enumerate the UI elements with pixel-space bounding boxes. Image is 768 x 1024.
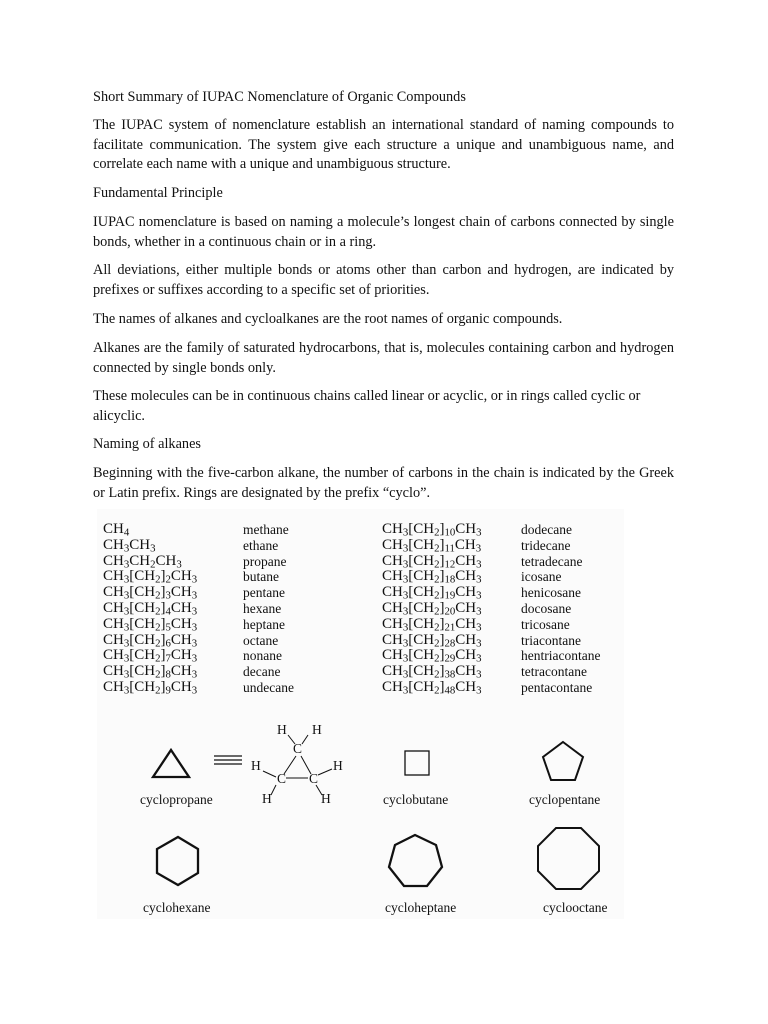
hydrogen-atom: H — [277, 722, 287, 737]
carbon-atom: C — [309, 771, 319, 786]
alkane-name: triacontane — [521, 632, 581, 648]
intro-paragraph: The IUPAC system of nomenclature establish an international standard of naming compounds to facilitate communication. The system give each structure a unique and unambiguous name, and correlate each name with a unique and unambiguous structure. — [93, 117, 674, 172]
alkane-formula: $CH_3CH_2CH_3$ — [103, 552, 182, 571]
alkane-name: tridecane — [521, 537, 571, 553]
alkane-formula: $CH_3[CH_2]_{11}CH_3$ — [382, 536, 482, 555]
alkane-name: butane — [243, 569, 279, 585]
hydrogen-atom: H — [333, 758, 343, 773]
deviations-paragraph: All deviations, either multiple bonds or atoms other than carbon and hydrogen, are indicated by prefixes or suffixes according to a specific set of priorities. — [93, 262, 674, 298]
alkane-name: undecane — [243, 679, 294, 695]
alkane-formula: $CH_3[CH_2]_9CH_3$ — [103, 678, 198, 697]
alkane-name: pentane — [243, 585, 285, 601]
alkane-figure — [97, 509, 624, 919]
alkane-name: dodecane — [521, 522, 572, 537]
alkane-formula: $CH_4$ — [103, 521, 130, 539]
hydrogen-atom: H — [321, 791, 331, 806]
cyclohexane-label: cyclohexane — [143, 900, 211, 915]
alkane-name: tetradecane — [521, 553, 583, 569]
summary-title: Short Summary of IUPAC Nomenclature of Organic Compounds — [93, 89, 466, 105]
alkane-name: hentriacontane — [521, 648, 601, 664]
alkane-formula: $CH_3[CH_2]_8CH_3$ — [103, 663, 198, 681]
alkane-formula: $CH_3[CH_2]_{21}CH_3$ — [382, 615, 482, 634]
cycloheptane-label: cycloheptane — [385, 900, 457, 915]
alkane-formula: $CH_3[CH_2]_{29}CH_3$ — [382, 647, 482, 666]
alkane-formula: $CH_3[CH_2]_5CH_3$ — [103, 615, 198, 634]
root-names-paragraph: The names of alkanes and cycloalkanes are the root names of organic compounds. — [93, 311, 563, 327]
cyclooctane-label: cyclooctane — [543, 900, 608, 915]
alkane-name: henicosane — [521, 585, 581, 601]
alkane-name: decane — [243, 664, 281, 680]
carbon-atom: C — [277, 771, 287, 786]
alkane-formula: $CH_3[CH_2]_{48}CH_3$ — [382, 678, 482, 697]
chains-paragraph: These molecules can be in continuous chains called linear or acyclic, or in rings called cyclic or alicyclic. — [93, 388, 641, 424]
alkane-formula: $CH_3[CH_2]_{12}CH_3$ — [382, 552, 482, 571]
naming-alkanes-heading: Naming of alkanes — [93, 436, 201, 452]
alkane-formula: $CH_3[CH_2]_2CH_3$ — [103, 568, 198, 587]
alkane-name: docosane — [521, 600, 572, 616]
prefix-paragraph: Beginning with the five-carbon alkane, the number of carbons in the chain is indicated by the Greek or Latin prefix. Rings are designated by the prefix “cyclo”. — [93, 465, 674, 501]
hydrogen-atom: H — [262, 791, 272, 806]
alkane-formula: $CH_3[CH_2]_{38}CH_3$ — [382, 663, 482, 681]
alkane-formula: $CH_3[CH_2]_{19}CH_3$ — [382, 584, 482, 602]
carbon-atom: C — [293, 741, 303, 756]
alkane-name: heptane — [243, 616, 285, 632]
alkane-formula: $CH_3[CH_2]_{20}CH_3$ — [382, 599, 482, 618]
alkane-formula: $CH_3[CH_2]_7CH_3$ — [103, 647, 198, 666]
hydrogen-atom: H — [251, 758, 261, 773]
alkane-name: methane — [243, 522, 289, 537]
cyclopropane-label: cyclopropane — [140, 792, 213, 807]
cyclopentane-label: cyclopentane — [529, 792, 601, 807]
hydrogen-atom: H — [312, 722, 322, 737]
alkane-name: tetracontane — [521, 664, 587, 680]
alkane-formula: $CH_3[CH_2]_3CH_3$ — [103, 584, 198, 602]
cyclooctane-octagon — [97, 509, 624, 919]
alkane-name: pentacontane — [521, 679, 593, 695]
alkane-formula: $CH_3[CH_2]_{10}CH_3$ — [382, 521, 482, 539]
alkane-formula: $CH_3CH_3$ — [103, 536, 156, 555]
alkane-name: ethane — [243, 537, 279, 553]
alkane-formula: $CH_3[CH_2]_6CH_3$ — [103, 631, 198, 650]
alkane-name: icosane — [521, 569, 562, 585]
cyclobutane-label: cyclobutane — [383, 792, 449, 807]
alkane-name: tricosane — [521, 616, 570, 632]
alkane-formula: $CH_3[CH_2]_4CH_3$ — [103, 599, 198, 618]
principle-paragraph: IUPAC nomenclature is based on naming a molecule’s longest chain of carbons connected by single bonds, whether in a continuous chain or in a ring. — [93, 214, 674, 250]
fundamental-principle-heading: Fundamental Principle — [93, 185, 223, 201]
alkane-name: hexane — [243, 600, 282, 616]
alkanes-definition-paragraph: Alkanes are the family of saturated hydrocarbons, that is, molecules containing carbon and hydrogen connected by single bonds only. — [93, 340, 674, 376]
alkane-name: octane — [243, 632, 279, 648]
alkane-formula: $CH_3[CH_2]_{18}CH_3$ — [382, 568, 482, 587]
alkane-name: nonane — [243, 648, 282, 664]
alkane-formula: $CH_3[CH_2]_{28}CH_3$ — [382, 631, 482, 650]
alkane-name: propane — [243, 553, 287, 569]
